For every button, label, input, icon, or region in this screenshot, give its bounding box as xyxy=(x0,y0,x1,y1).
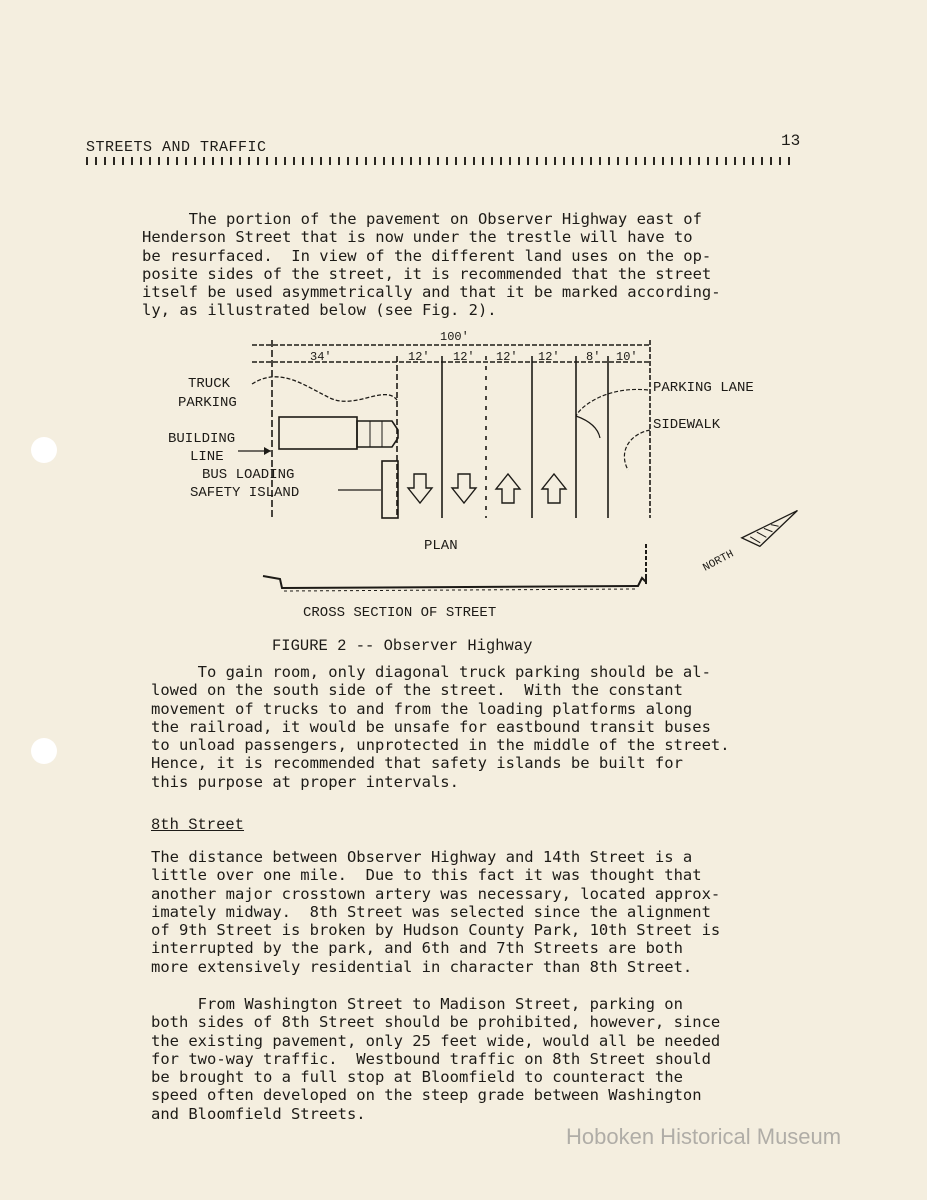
truck-cab xyxy=(357,421,398,447)
label-sidewalk: SIDEWALK xyxy=(653,417,721,433)
total-width-label: 100' xyxy=(440,330,469,344)
dim-8: 8' xyxy=(586,350,601,364)
punch-hole-top xyxy=(31,437,57,463)
dim-12-c: 12' xyxy=(496,350,518,364)
label-parking-lane: PARKING LANE xyxy=(653,380,754,396)
paragraph-3: The distance between Observer Highway and 14th Street is a little over one mile. Due to this fact it was thought that another major crosstown artery was necessary, located approx- imately midway. 8th Street was selected since the alignment of 9th Street is broken by Hudson County Park, 10th Street is interrupted by the park, and 6th and 7th Streets are both more extensively residential in character than 8th Street. xyxy=(151,848,721,976)
label-parking: PARKING xyxy=(178,395,237,411)
safety-island-rect xyxy=(382,461,398,518)
traffic-arrows xyxy=(408,474,566,503)
label-safety-island: SAFETY ISLAND xyxy=(190,485,300,501)
page-number: 13 xyxy=(781,132,801,150)
north-arrow xyxy=(699,509,804,575)
label-truck: TRUCK xyxy=(188,376,231,392)
dim-12-b: 12' xyxy=(453,350,475,364)
running-header: STREETS AND TRAFFIC xyxy=(86,139,267,156)
plan-lines xyxy=(272,340,650,518)
figure-2-diagram xyxy=(160,326,820,626)
cross-section-line xyxy=(263,576,646,588)
dim-34: 34' xyxy=(310,350,332,364)
paragraph-2: To gain room, only diagonal truck parking should be al- lowed on the south side of the street. With the constant movement of trucks to and from the loading platforms along the railroad, it would be unsafe for eastbound transit buses to unload passengers, unprotected in the middle of the street. Hence, it is recommended that safety islands be built for this purpose at proper intervals. xyxy=(151,663,730,791)
truck-body xyxy=(279,417,357,449)
label-bus-loading: BUS LOADING xyxy=(202,467,295,483)
header-rule xyxy=(86,157,794,165)
truck-parking-curve xyxy=(252,377,397,401)
figure-caption: FIGURE 2 -- Observer Highway xyxy=(272,637,533,655)
label-plan: PLAN xyxy=(424,538,458,554)
dim-12-a: 12' xyxy=(408,350,430,364)
punch-hole-bottom xyxy=(31,738,57,764)
paragraph-4: From Washington Street to Madison Street, parking on both sides of 8th Street should be prohibited, however, since the existing pavement, only 25 feet wide, would all be needed for two-way traffic. Westbound traffic on 8th Street should be brought to a full stop at Bloomfield to counteract the speed often developed on the steep grade between Washington and Bloomfield Streets. xyxy=(151,995,721,1123)
dim-10: 10' xyxy=(616,350,638,364)
watermark: Hoboken Historical Museum xyxy=(566,1124,842,1149)
label-building: BUILDING xyxy=(168,431,236,447)
dim-12-d: 12' xyxy=(538,350,560,364)
label-line: LINE xyxy=(190,449,224,465)
section-heading: 8th Street xyxy=(151,816,245,834)
paragraph-1: The portion of the pavement on Observer Highway east of Henderson Street that is now under the trestle will have to be resurfaced. In view of the different land uses on the op- posite sides of the street, it is recommended that the street itself be used asymmetrically and that it be marked according- ly, as illustrated below (see Fig. 2). xyxy=(142,210,721,320)
label-north: NORTH xyxy=(701,548,737,575)
label-cross-section: CROSS SECTION OF STREET xyxy=(303,605,497,621)
